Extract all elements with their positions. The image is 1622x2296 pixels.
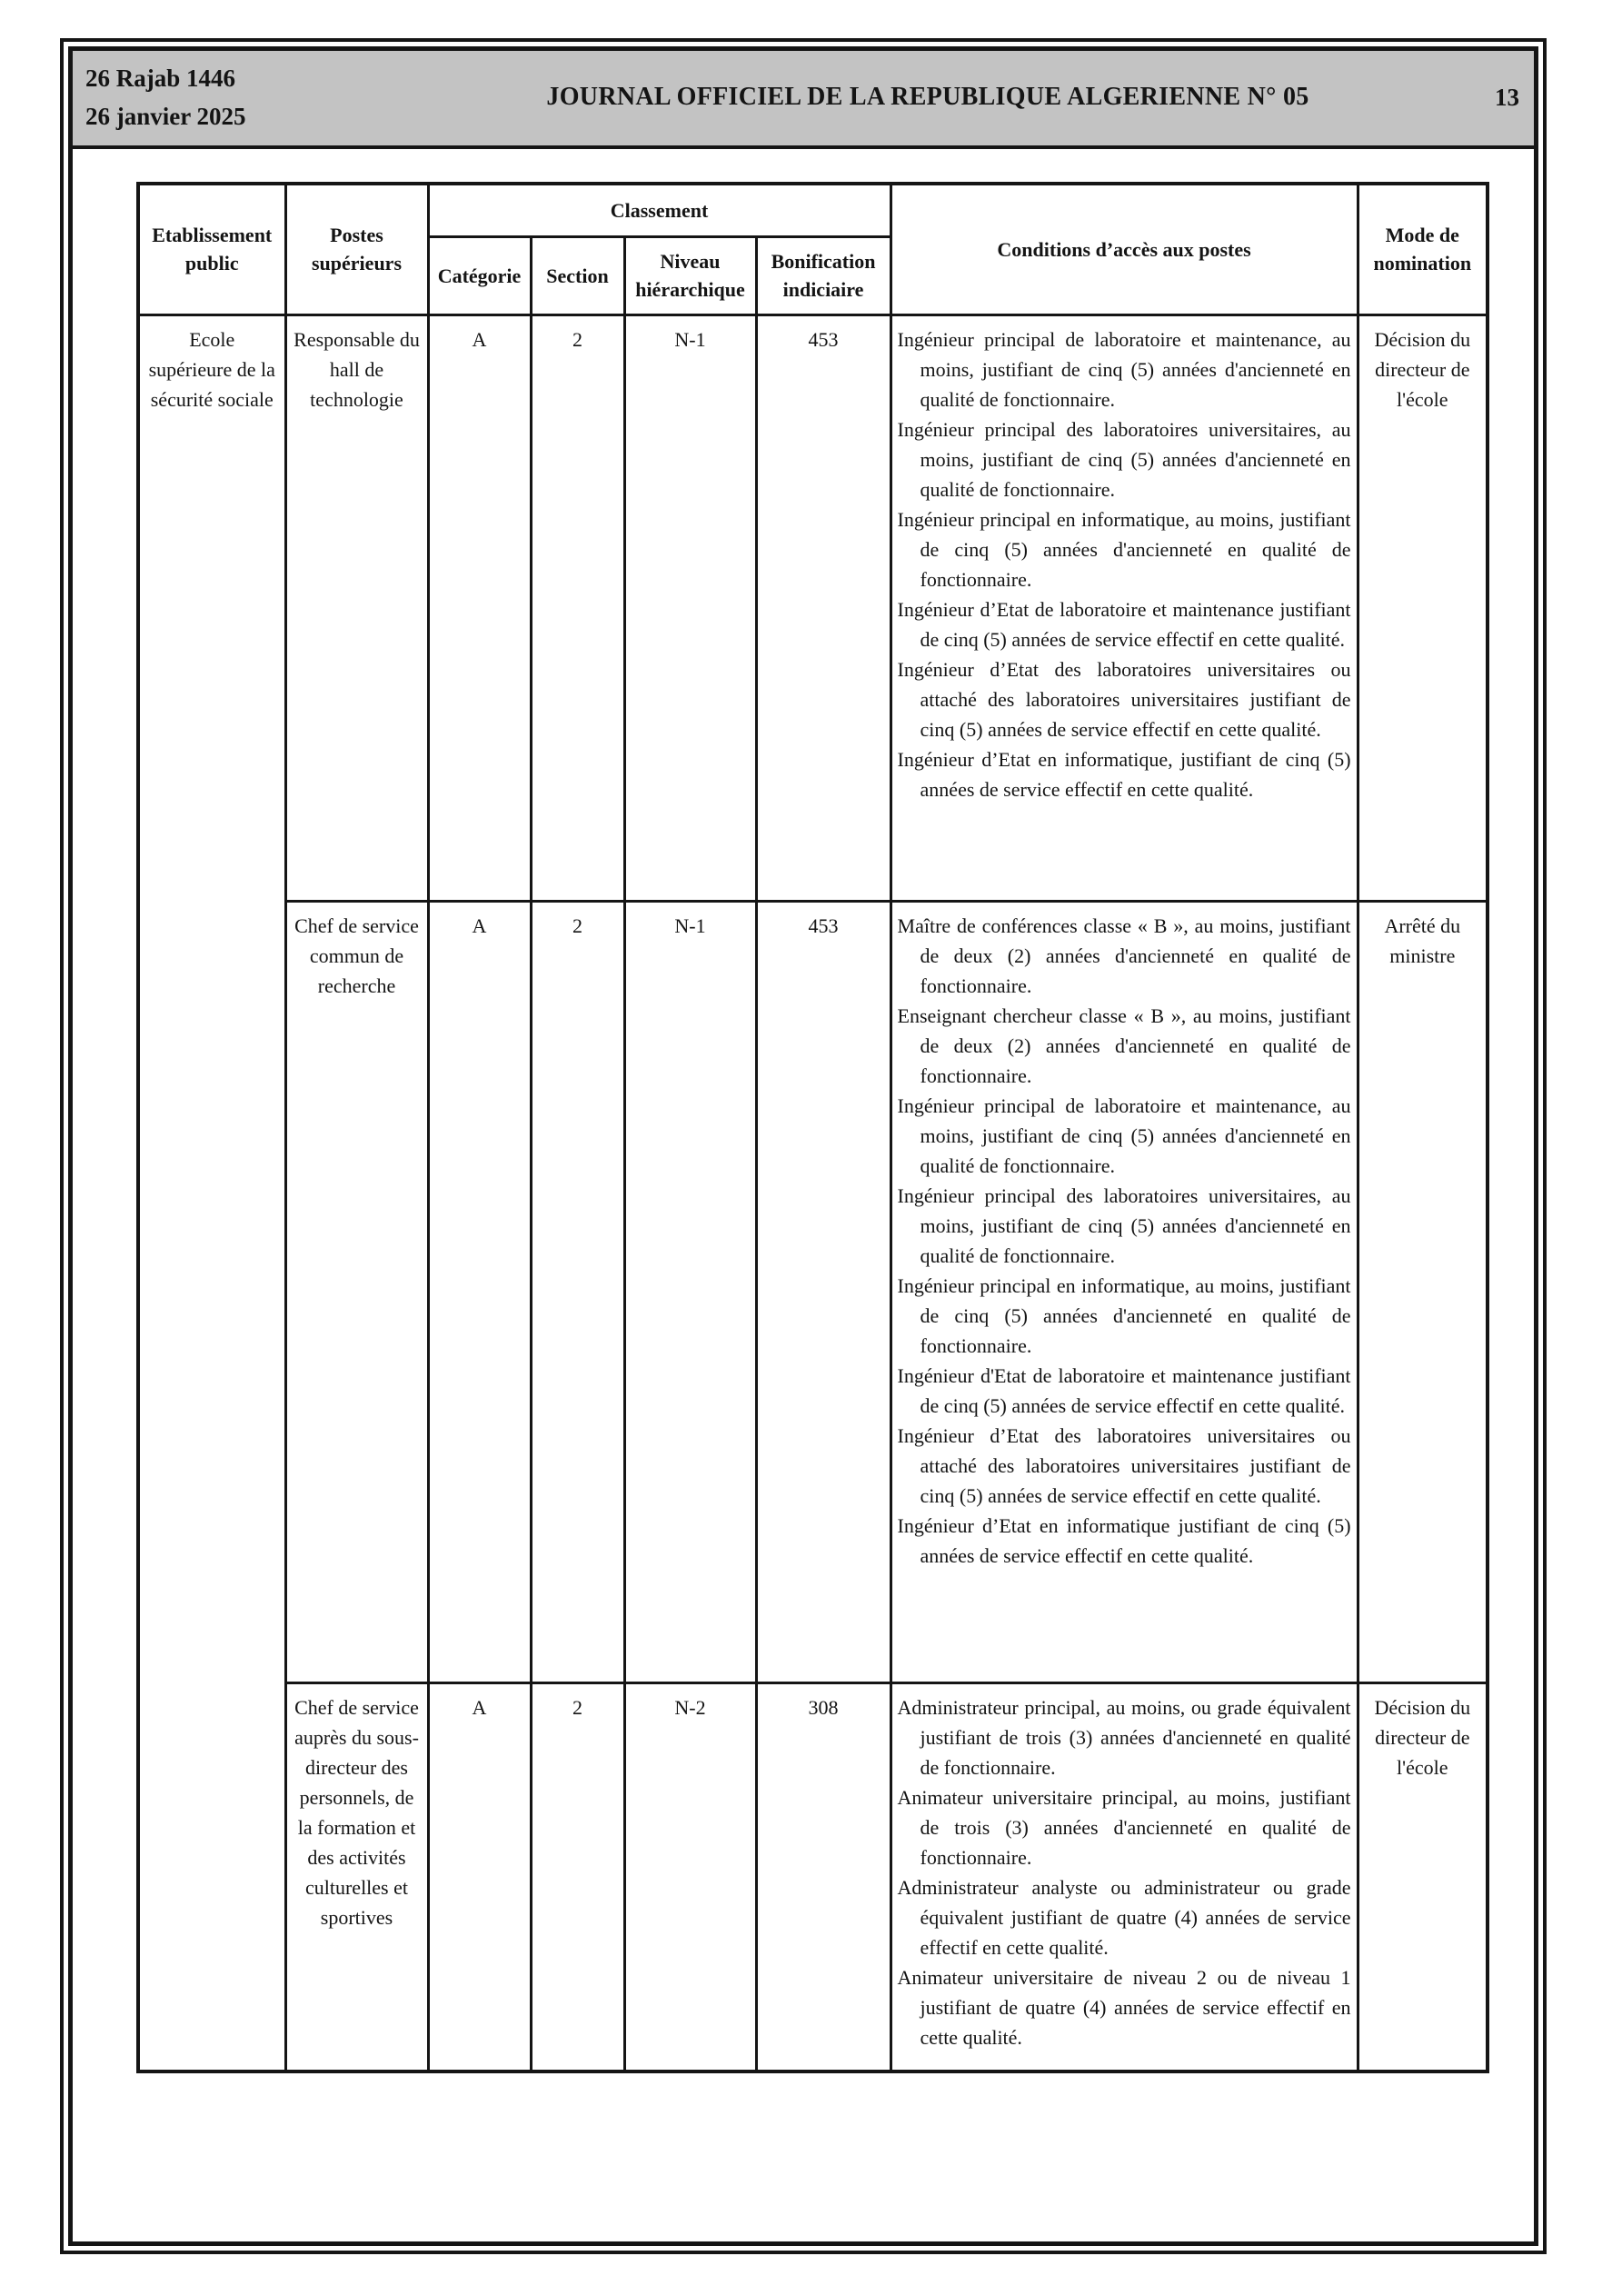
col-header-classement: Classement xyxy=(428,184,891,236)
page-frame xyxy=(60,38,1547,2254)
condition-item: Ingénieur d’Etat des laboratoires universitaires ou attaché des laboratoires universitaires justifiant de cinq (5) années de service effectif en cette qualité. xyxy=(897,657,1351,741)
col-header-categorie: Catégorie xyxy=(428,236,531,314)
condition-item: Ingénieur d’Etat en informatique, justifiant de cinq (5) années de service effectif en cette qualité. xyxy=(897,747,1351,801)
table-row xyxy=(138,901,1488,1682)
poste-cell: Chef de service commun de recherche xyxy=(285,901,428,1682)
section-cell: 2 xyxy=(531,314,624,901)
condition-item: Ingénieur principal en informatique, au moins, justifiant de cinq (5) années d'ancienneté en qualité de fonctionnaire. xyxy=(897,507,1351,591)
journal-title: JOURNAL OFFICIEL DE LA REPUBLIQUE ALGERIENNE N° 05 xyxy=(546,83,1309,111)
condition-item: Ingénieur principal de laboratoire et maintenance, au moins, justifiant de cinq (5) années d'ancienneté en qualité de fonctionnaire. xyxy=(897,1093,1351,1177)
condition-item: Animateur universitaire de niveau 2 ou de niveau 1 justifiant de quatre (4) années de service effectif en cette qualité. xyxy=(897,1965,1351,2049)
table-row xyxy=(138,314,1488,901)
condition-item: Ingénieur d'Etat de laboratoire et maintenance justifiant de cinq (5) années de service effectif en cette qualité. xyxy=(897,1363,1351,1417)
poste-cell: Chef de service auprès du sous-directeur des personnels, de la formation et des activités culturelles et sportives xyxy=(285,1682,428,2071)
conditions-cell xyxy=(891,1682,1358,2071)
etablissement-cell: Ecole supérieure de la sécurité sociale xyxy=(138,314,285,2071)
condition-item: Ingénieur d’Etat de laboratoire et maintenance justifiant de cinq (5) années de service effectif en cette qualité. xyxy=(897,597,1351,651)
condition-item: Animateur universitaire principal, au moins, justifiant de trois (3) années d'ancienneté en qualité de fonctionnaire. xyxy=(897,1785,1351,1869)
page-frame-inner xyxy=(68,46,1538,2246)
conditions-cell xyxy=(891,901,1358,1682)
condition-item: Administrateur analyste ou administrateur ou grade équivalent justifiant de quatre (4) années de service effectif en cette qualité. xyxy=(897,1875,1351,1959)
condition-item: Ingénieur principal en informatique, au moins, justifiant de cinq (5) années d'ancienneté en qualité de fonctionnaire. xyxy=(897,1273,1351,1357)
mode-cell: Décision du directeur de l'école xyxy=(1358,314,1488,901)
masthead xyxy=(73,51,1534,149)
date-hijri: 26 Rajab 1446 xyxy=(85,65,236,92)
poste-cell: Responsable du hall de technologie xyxy=(285,314,428,901)
date-gregorian: 26 janvier 2025 xyxy=(85,103,246,130)
col-header-niveau: Niveau hiérarchique xyxy=(624,236,756,314)
section-cell: 2 xyxy=(531,901,624,1682)
table-row xyxy=(138,1682,1488,2071)
col-header-etablissement: Etablissement public xyxy=(138,184,285,314)
col-header-bonification: Bonification indiciaire xyxy=(756,236,891,314)
condition-item: Enseignant chercheur classe « B », au moins, justifiant de deux (2) années d'ancienneté en qualité de fonctionnaire. xyxy=(897,1003,1351,1087)
categorie-cell: A xyxy=(428,901,531,1682)
mode-cell: Arrêté du ministre xyxy=(1358,901,1488,1682)
condition-item: Ingénieur d’Etat des laboratoires universitaires ou attaché des laboratoires universitaires justifiant de cinq (5) années de service effectif en cette qualité. xyxy=(897,1423,1351,1507)
condition-item: Ingénieur d’Etat en informatique justifiant de cinq (5) années de service effectif en cette qualité. xyxy=(897,1513,1351,1567)
header-row-top xyxy=(138,184,1488,236)
postes-table xyxy=(136,182,1489,2073)
conditions-cell xyxy=(891,314,1358,901)
section-cell: 2 xyxy=(531,1682,624,2071)
condition-item: Ingénieur principal des laboratoires universitaires, au moins, justifiant de cinq (5) années d'ancienneté en qualité de fonctionnaire. xyxy=(897,1183,1351,1267)
page-number: 13 xyxy=(1495,83,1519,111)
table-header xyxy=(138,184,1488,314)
condition-item: Administrateur principal, au moins, ou grade équivalent justifiant de trois (3) années d'ancienneté en qualité de fonctionnaire. xyxy=(897,1695,1351,1779)
col-header-section: Section xyxy=(531,236,624,314)
issue-dates xyxy=(85,59,385,135)
niveau-cell: N-1 xyxy=(624,314,756,901)
bonification-cell: 453 xyxy=(756,314,891,901)
categorie-cell: A xyxy=(428,314,531,901)
mode-cell: Décision du directeur de l'école xyxy=(1358,1682,1488,2071)
bonification-cell: 453 xyxy=(756,901,891,1682)
condition-item: Maître de conférences classe « B », au moins, justifiant de deux (2) années d'ancienneté en qualité de fonctionnaire. xyxy=(897,913,1351,997)
col-header-conditions: Conditions d’accès aux postes xyxy=(891,184,1358,314)
col-header-mode: Mode de nomination xyxy=(1358,184,1488,314)
condition-item: Ingénieur principal de laboratoire et maintenance, au moins, justifiant de cinq (5) années d'ancienneté en qualité de fonctionnaire. xyxy=(897,327,1351,411)
niveau-cell: N-2 xyxy=(624,1682,756,2071)
page-content xyxy=(73,149,1534,2241)
table-body xyxy=(138,314,1488,2071)
bonification-cell: 308 xyxy=(756,1682,891,2071)
niveau-cell: N-1 xyxy=(624,901,756,1682)
condition-item: Ingénieur principal des laboratoires universitaires, au moins, justifiant de cinq (5) années d'ancienneté en qualité de fonctionnaire. xyxy=(897,417,1351,501)
col-header-postes: Postes supérieurs xyxy=(285,184,428,314)
categorie-cell: A xyxy=(428,1682,531,2071)
